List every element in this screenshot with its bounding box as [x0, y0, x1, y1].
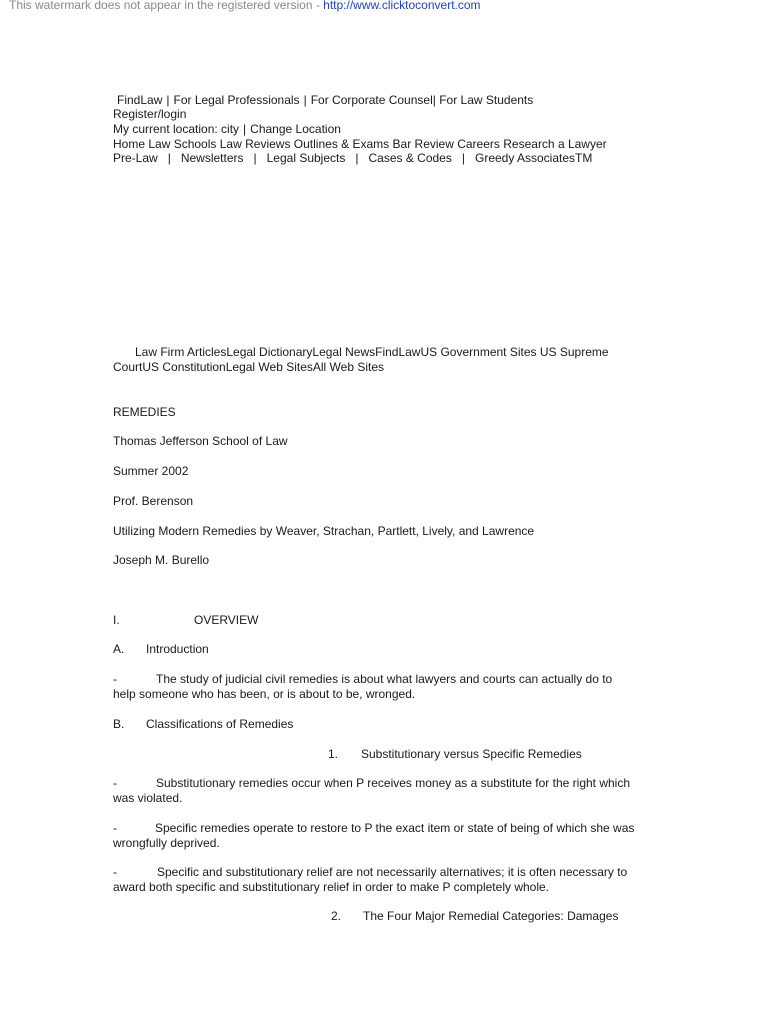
- item-title: The Four Major Remedial Categories: Damages: [363, 909, 619, 923]
- bullet-2-line-2: wrongfully deprived.: [113, 836, 220, 850]
- paragraph-a-line-2: help someone who has been, or is about to be, wronged.: [113, 687, 416, 701]
- resources-nav-line-2: [113, 360, 384, 375]
- bullet-dash: -: [113, 672, 117, 686]
- nav-bar-review[interactable]: Bar Review: [392, 137, 454, 151]
- nav-separator: |: [167, 151, 171, 165]
- nav-legal-professionals[interactable]: For Legal Professionals: [173, 93, 300, 107]
- section-i-number: I.: [113, 613, 120, 627]
- register-login-link[interactable]: [113, 107, 186, 122]
- textbook: Utilizing Modern Remedies by Weaver, Strachan, Partlett, Lively, and Lawrence: [113, 524, 535, 538]
- bullet-text: Specific remedies operate to restore to P the exact item or state of being of which she was: [155, 821, 635, 835]
- nav-legal-subjects[interactable]: Legal Subjects: [266, 151, 346, 165]
- nav-cases-codes[interactable]: Cases & Codes: [368, 151, 452, 165]
- subsection-b-title: Classifications of Remedies: [146, 717, 294, 731]
- paragraph-text: The study of judicial civil remedies is about what lawyers and courts can actually do to: [156, 672, 613, 686]
- top-links-bar: [117, 93, 533, 108]
- current-location-text: My current location: city: [113, 122, 240, 136]
- main-nav: [113, 137, 607, 152]
- register-login-label[interactable]: Register/login: [113, 107, 187, 121]
- item-number: 2.: [331, 909, 342, 923]
- professor: Prof. Berenson: [113, 494, 194, 508]
- watermark-link[interactable]: http://www.clicktoconvert.com: [323, 0, 481, 12]
- item-title: Substitutionary versus Specific Remedies: [361, 747, 582, 761]
- nav-findlaw[interactable]: FindLaw: [117, 93, 163, 107]
- nav-legal-web-sites[interactable]: Legal Web Sites: [225, 360, 313, 374]
- nav-findlaw-resource[interactable]: FindLaw: [375, 345, 421, 359]
- nav-corporate-counsel[interactable]: For Corporate Counsel: [310, 93, 433, 107]
- nav-legal-dictionary[interactable]: Legal Dictionary: [226, 345, 313, 359]
- subsection-a-number: A.: [113, 642, 125, 656]
- item-b1: [328, 747, 582, 762]
- nav-us-supreme-court[interactable]: US Supreme: [539, 345, 609, 359]
- nav-outlines-exams[interactable]: Outlines & Exams: [293, 137, 390, 151]
- item-b2: [331, 909, 618, 924]
- subsection-b-number: B.: [113, 717, 125, 731]
- course-title: REMEDIES: [113, 405, 176, 419]
- nav-greedy-associates[interactable]: Greedy AssociatesTM: [474, 151, 593, 165]
- location-line: [113, 122, 341, 137]
- subsection-a-title: Introduction: [146, 642, 209, 656]
- watermark-text: This watermark does not appear in the registered version -: [9, 0, 324, 12]
- bullet-1-line-1: [113, 776, 630, 791]
- nav-separator: |: [243, 122, 247, 136]
- nav-law-reviews[interactable]: Law Reviews: [219, 137, 291, 151]
- paragraph-a-line-1: [113, 672, 612, 687]
- nav-us-constitution[interactable]: US Constitution: [142, 360, 226, 374]
- bullet-dash: -: [113, 865, 117, 879]
- term: Summer 2002: [113, 464, 189, 478]
- nav-careers[interactable]: Careers: [457, 137, 500, 151]
- bullet-1-line-2: was violated.: [113, 791, 183, 805]
- nav-separator: |: [166, 93, 170, 107]
- bullet-text: Specific and substitutionary relief are not necessarily alternatives; it is often necessary to: [157, 865, 628, 879]
- nav-all-web-sites[interactable]: All Web Sites: [312, 360, 385, 374]
- watermark: [9, 0, 481, 13]
- bullet-2-line-1: [113, 821, 634, 836]
- nav-us-government-sites[interactable]: US Government Sites: [420, 345, 537, 359]
- bullet-dash: -: [113, 776, 117, 790]
- nav-us-supreme-court-cont[interactable]: Court: [113, 360, 143, 374]
- nav-newsletters[interactable]: Newsletters: [180, 151, 244, 165]
- nav-law-schools[interactable]: Law Schools: [148, 137, 217, 151]
- author: Joseph M. Burello: [113, 553, 210, 567]
- school-name: Thomas Jefferson School of Law: [113, 434, 288, 448]
- nav-separator: |: [355, 151, 359, 165]
- nav-separator: |: [461, 151, 465, 165]
- resources-nav-line-1: [113, 345, 609, 360]
- bullet-3-line-1: [113, 865, 627, 880]
- section-i-title: OVERVIEW: [194, 613, 259, 627]
- nav-legal-news[interactable]: Legal News: [312, 345, 376, 359]
- bullet-3-line-2: award both specific and substitutionary relief in order to make P completely whole.: [113, 880, 550, 894]
- bullet-text: Substitutionary remedies occur when P receives money as a substitute for the right which: [156, 776, 631, 790]
- bullet-dash: -: [113, 821, 117, 835]
- nav-separator: |: [253, 151, 257, 165]
- nav-research-lawyer[interactable]: Research a Lawyer: [503, 137, 607, 151]
- nav-law-students[interactable]: For Law Students: [439, 93, 534, 107]
- change-location-link[interactable]: Change Location: [250, 122, 341, 136]
- nav-pre-law[interactable]: Pre-Law: [113, 151, 158, 165]
- nav-separator: |: [432, 93, 440, 107]
- nav-home[interactable]: Home: [113, 137, 146, 151]
- item-number: 1.: [328, 747, 339, 761]
- nav-separator: |: [303, 93, 307, 107]
- sub-nav: [113, 151, 592, 166]
- nav-law-firm-articles[interactable]: Law Firm Articles: [135, 345, 227, 359]
